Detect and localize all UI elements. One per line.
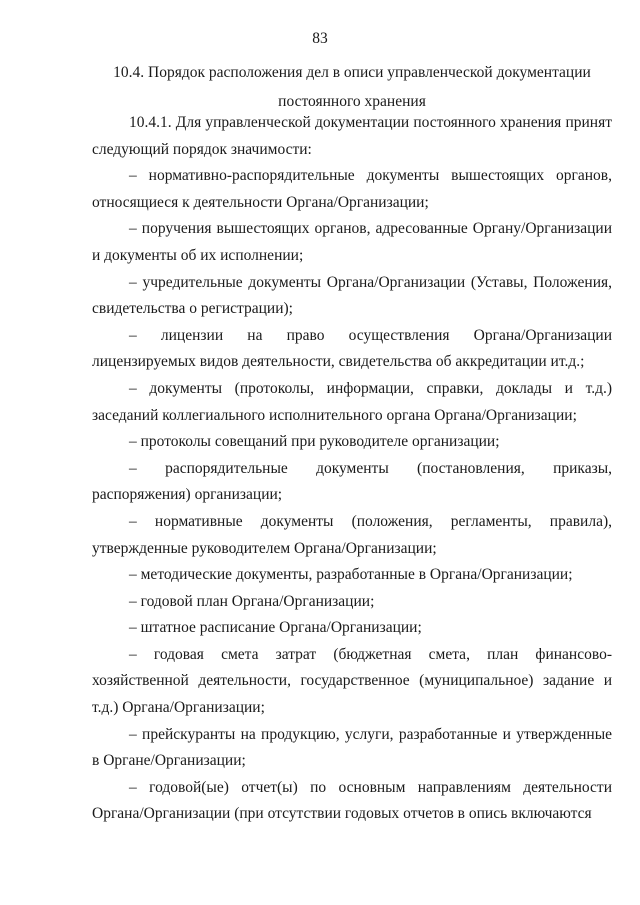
section-heading xyxy=(92,58,612,116)
list-item: – поручения вышестоящих органов, адресованные Органу/Организации и документы об их исполнении; xyxy=(92,220,612,264)
list-item: – годовая смета затрат (бюджетная смета, план финансово-хозяйственной деятельности, государственное (муниципальное) задание и т.д.) Органа/Организации; xyxy=(92,645,612,717)
body-text xyxy=(92,110,612,828)
list-item: – годовой(ые) отчет(ы) по основным направлениям деятельности Органа/Организации (при отсутствии годовых отчетов в опись включаются xyxy=(92,778,612,823)
list-item: – учредительные документы Органа/Организации (Уставы, Положения, свидетельства о регистрации); xyxy=(92,273,612,318)
page-number: 83 xyxy=(312,30,328,47)
section-heading-line-1: 10.4. Порядок расположения дел в описи управленческой документации xyxy=(113,64,591,81)
list-item: – документы (протоколы, информации, справки, доклады и т.д.) заседаний коллегиального исполнительного органа Органа/Организации; xyxy=(92,379,612,424)
list-item: – лицензии на право осуществления Органа/Организации лицензируемых видов деятельности, свидетельства об аккредитации ит.д.; xyxy=(92,326,612,371)
paragraph-intro: 10.4.1. Для управленческой документации постоянного хранения принят следующий порядок значимости: xyxy=(92,114,612,158)
list-item: – распорядительные документы (постановления, приказы, распоряжения) организации; xyxy=(92,459,612,504)
list-item: – нормативные документы (положения, регламенты, правила), утвержденные руководителем Органа/Организации; xyxy=(92,512,612,557)
list-item: – штатное расписание Органа/Организации; xyxy=(129,619,422,637)
list-item: – нормативно-распорядительные документы вышестоящих органов, относящиеся к деятельности Органа/Организации; xyxy=(92,167,612,211)
list-item: – методические документы, разработанные в Органа/Организации; xyxy=(129,566,573,584)
list-item: – годовой план Органа/Организации; xyxy=(129,592,375,610)
section-heading-line-2: постоянного хранения xyxy=(278,93,426,110)
list-item: – прейскуранты на продукцию, услуги, разработанные и утвержденные в Органе/Организации; xyxy=(92,725,612,770)
list-item: – протоколы совещаний при руководителе организации; xyxy=(129,433,500,451)
